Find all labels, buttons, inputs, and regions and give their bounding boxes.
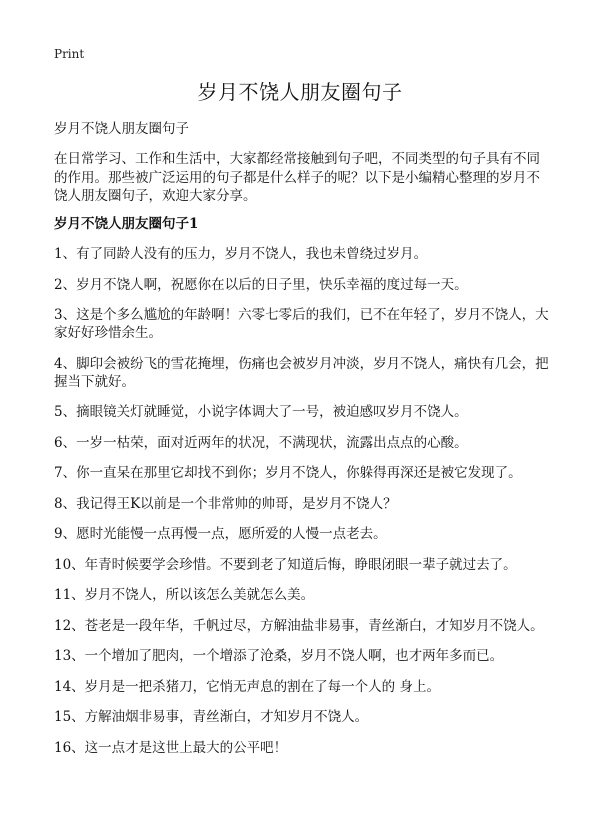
list-item: 12、苍老是一段年华，千帆过尽，方解油盐非易事，青丝渐白，才知岁月不饶人。 [54,617,544,634]
page-title: 岁月不饶人朋友圈句子 [197,80,403,104]
subtitle: 岁月不饶人朋友圈句子 [54,121,189,137]
intro-paragraph: 在日常学习、工作和生活中，大家都经常接触到句子吧，不同类型的句子具有不同的作用。那些被广泛运用的句子都是什么样子的呢？以下是小编精心整理的岁月不饶人朋友圈句子，欢迎大家分享。 [54,151,540,204]
sentence-list [54,245,550,769]
list-item: 4、脚印会被纷飞的雪花掩埋，伤痛也会被岁月冲淡，岁月不饶人，痛快有几会，把握当下就好。 [54,355,549,390]
print-link[interactable]: Print [54,47,85,61]
list-item: 3、这是个多么尴尬的年龄啊！六零七零后的我们，已不在年轻了，岁月不饶人，大家好好珍惜余生。 [54,307,549,341]
list-item: 8、我记得王K以前是一个非常帅的帅哥，是岁月不饶人？ [54,495,397,512]
list-item: 13、一个增加了肥肉，一个增添了沧桑，岁月不饶人啊，也才两年多而已。 [54,648,504,664]
list-item: 6、一岁一枯荣，面对近两年的状况，不满现状，流露出点点的心酸。 [54,434,468,451]
list-item: 11、岁月不饶人，所以该怎么美就怎么美。 [54,587,315,603]
list-item: 2、岁月不饶人啊，祝愿你在以后的日子里，快乐幸福的度过每一天。 [54,276,468,293]
list-item: 10、年青时候要学会珍惜。不要到老了知道后悔，睁眼闭眼一辈子就过去了。 [54,556,517,573]
list-item: 9、愿时光能慢一点再慢一点，愿所爱的人慢一点老去。 [54,526,387,542]
list-item: 5、摘眼镜关灯就睡觉，小说字体调大了一号，被迫感叹岁月不饶人。 [54,404,468,420]
list-item: 7、你一直呆在那里它却找不到你；岁月不饶人，你躲得再深还是被它发现了。 [54,465,522,481]
section-heading: 岁月不饶人朋友圈句子1 [54,216,199,232]
list-item: 1、有了同龄人没有的压力，岁月不饶人，我也未曾绕过岁月。 [54,246,428,262]
list-item: 16、这一点才是这世上最大的公平吧！ [54,739,288,756]
list-item: 14、岁月是一把杀猪刀，它悄无声息的割在了每一个人的 身上。 [54,678,440,695]
list-item: 15、方解油烟非易事，青丝渐白，才知岁月不饶人。 [54,709,369,725]
